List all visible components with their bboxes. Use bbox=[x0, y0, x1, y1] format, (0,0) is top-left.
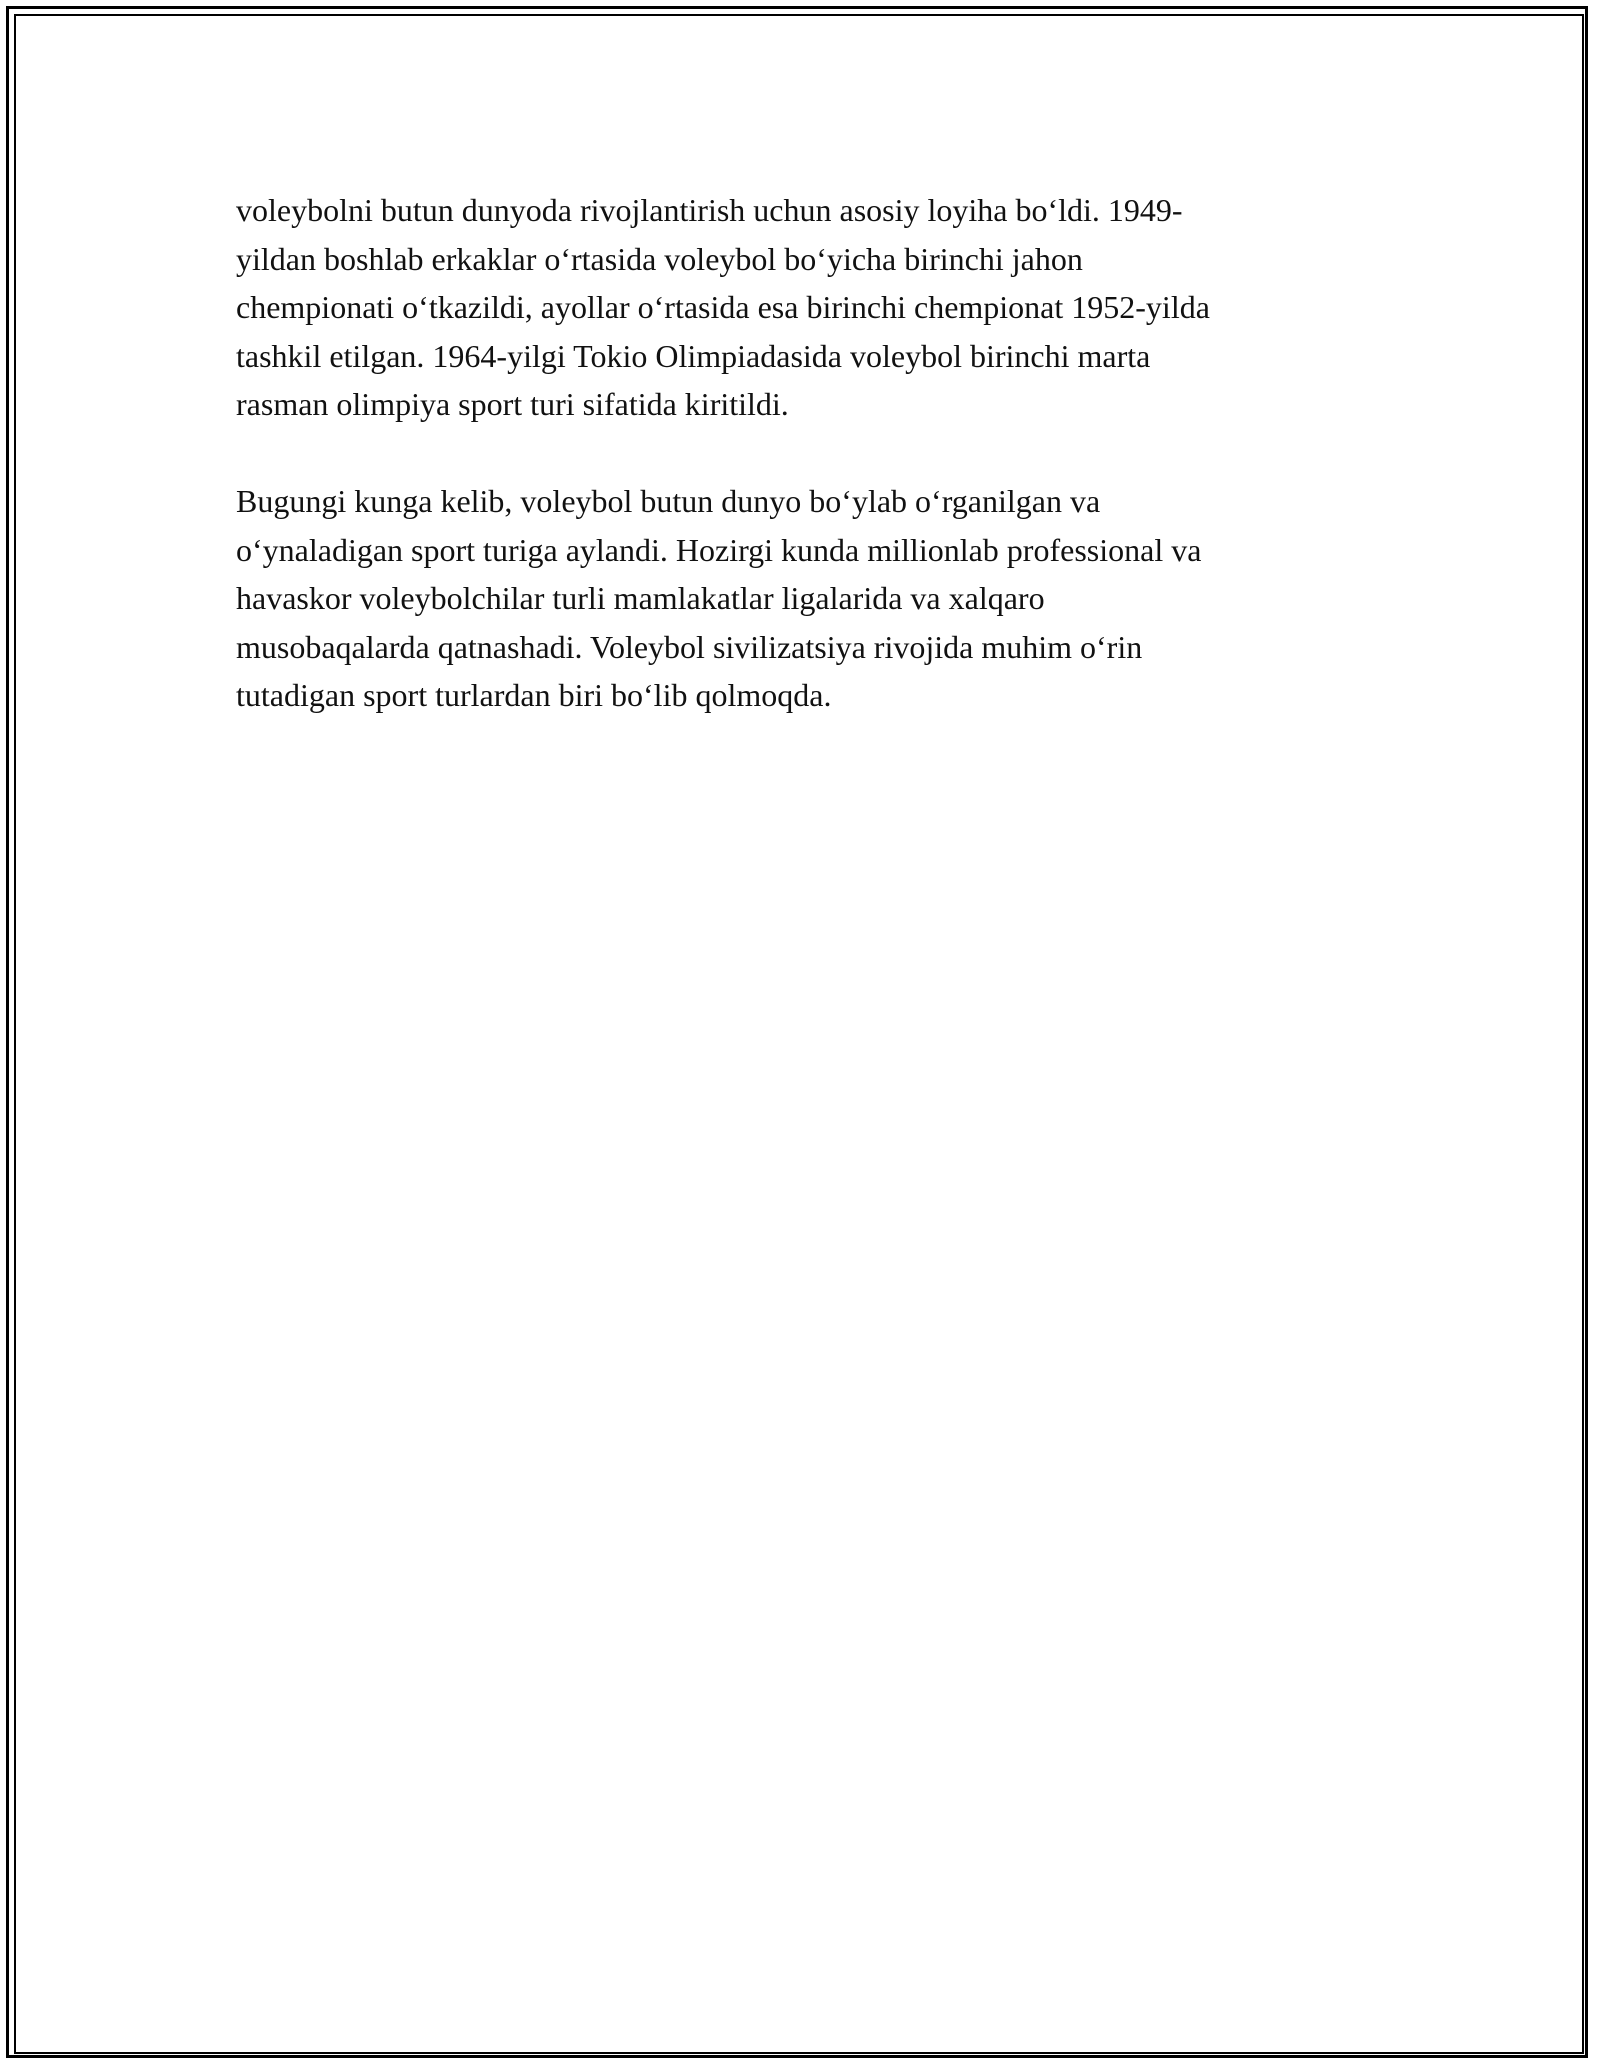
document-body bbox=[236, 186, 1356, 720]
paragraph-1: voleybolni butun dunyoda rivojlantirish uchun asosiy loyiha boʻldi. 1949- yildan boshlab erkaklar oʻrtasida voleybol boʻyicha birinchi jahon chempionati oʻtkazildi, ayollar oʻrtasida esa birinchi chempionat 1952-yilda tashkil etilgan. 1964-yilgi Tokio Olimpiadasida voleybol birinchi marta rasman olimpiya sport turi sifatida kiritildi. bbox=[236, 192, 1210, 422]
paragraph-2: Bugungi kunga kelib, voleybol butun dunyo boʻylab oʻrganilgan va oʻynaladigan sport turiga aylandi. Hozirgi kunda millionlab professional va havaskor voleybolchilar turli mamlakatlar ligalarida va xalqaro musobaqalarda qatnashadi. Voleybol sivilizatsiya rivojida muhim oʻrin tutadigan sport turlardan biri boʻlib qolmoqda. bbox=[236, 483, 1202, 713]
